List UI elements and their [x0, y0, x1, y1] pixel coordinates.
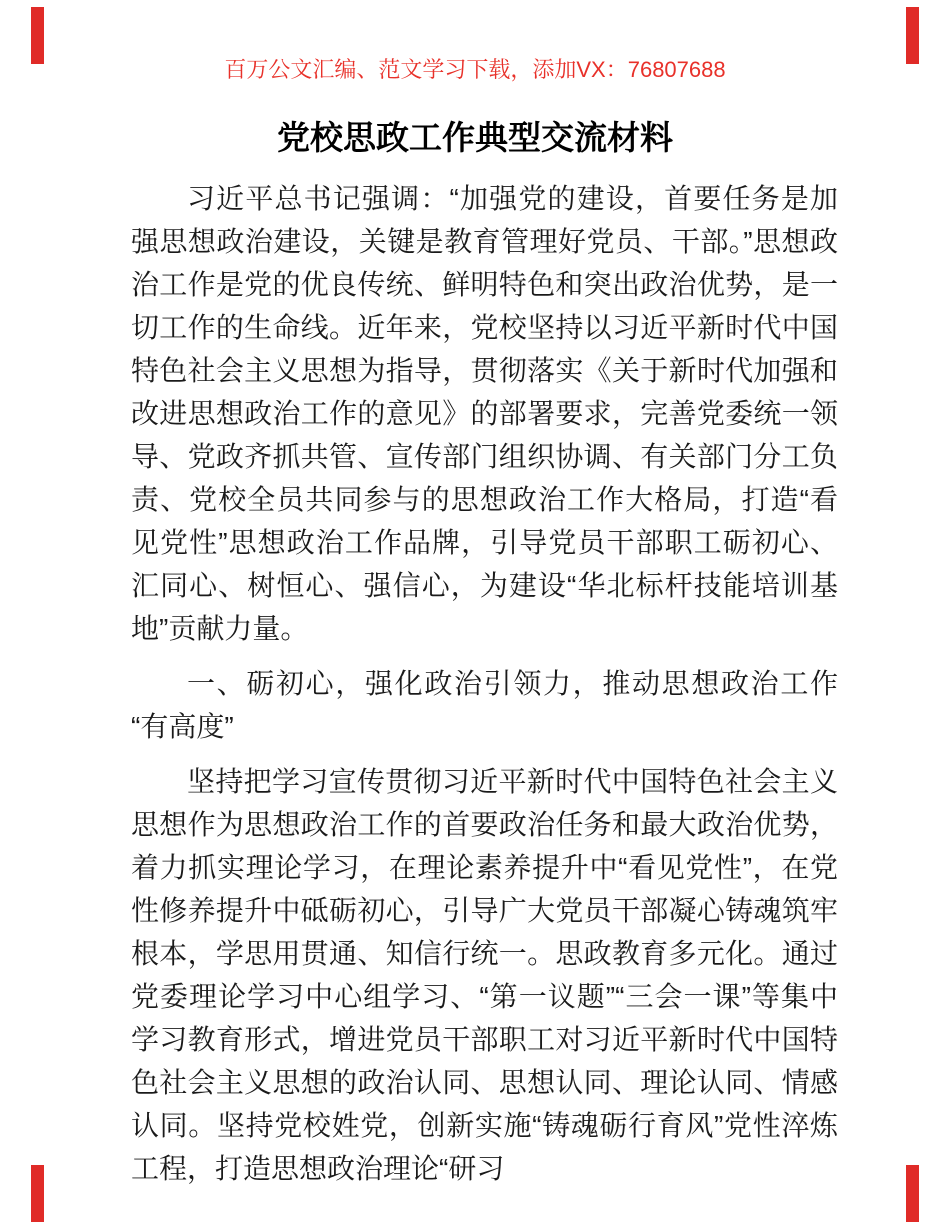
corner-mark-bottom-right — [906, 1165, 919, 1222]
paragraph-section-1: 坚持把学习宣传贯彻习近平新时代中国特色社会主义思想作为思想政治工作的首要政治任务和最大政治优势，着力抓实理论学习，在理论素养提升中“看见党性”，在党性修养提升中砥砺初心，引导广大党员干部凝心铸魂筑牢根本，学思用贯通、知信行统一。思政教育多元化。通过党委理论学习中心组学习、“第一议题”“三会一课”等集中学习教育形式，增进党员干部职工对习近平新时代中国特色社会主义思想的政治认同、思想认同、理论认同、情感认同。坚持党校姓党，创新实施“铸魂砺行育风”党性淬炼工程，打造思想政治理论“研习 — [131, 766, 838, 1184]
paragraph-intro: 习近平总书记强调：“加强党的建设，首要任务是加强思想政治建设，关键是教育管理好党员、干部。”思想政治工作是党的优良传统、鲜明特色和突出政治优势，是一切工作的生命线。近年来，党校坚持以习近平新时代中国特色社会主义思想为指导，贯彻落实《关于新时代加强和改进思想政治工作的意见》的部署要求，完善党委统一领导、党政齐抓共管、宣传部门组织协调、有关部门分工负责、党校全员共同参与的思想政治工作大格局，打造“看见党性”思想政治工作品牌，引导党员干部职工砺初心、汇同心、树恒心、强信心，为建设“华北标杆技能培训基地”贡献力量。 — [131, 183, 838, 644]
section-heading-1: 一、砺初心，强化政治引领力，推动思想政治工作“有高度” — [131, 668, 838, 742]
watermark-header: 百万公文汇编、范文学习下载，添加VX：76807688 — [224, 57, 726, 82]
corner-mark-top-right — [906, 7, 919, 64]
corner-mark-bottom-left — [31, 1165, 44, 1222]
corner-mark-top-left — [31, 7, 44, 64]
page-title: 党校思政工作典型交流材料 — [277, 121, 673, 157]
document-body — [131, 177, 838, 1190]
